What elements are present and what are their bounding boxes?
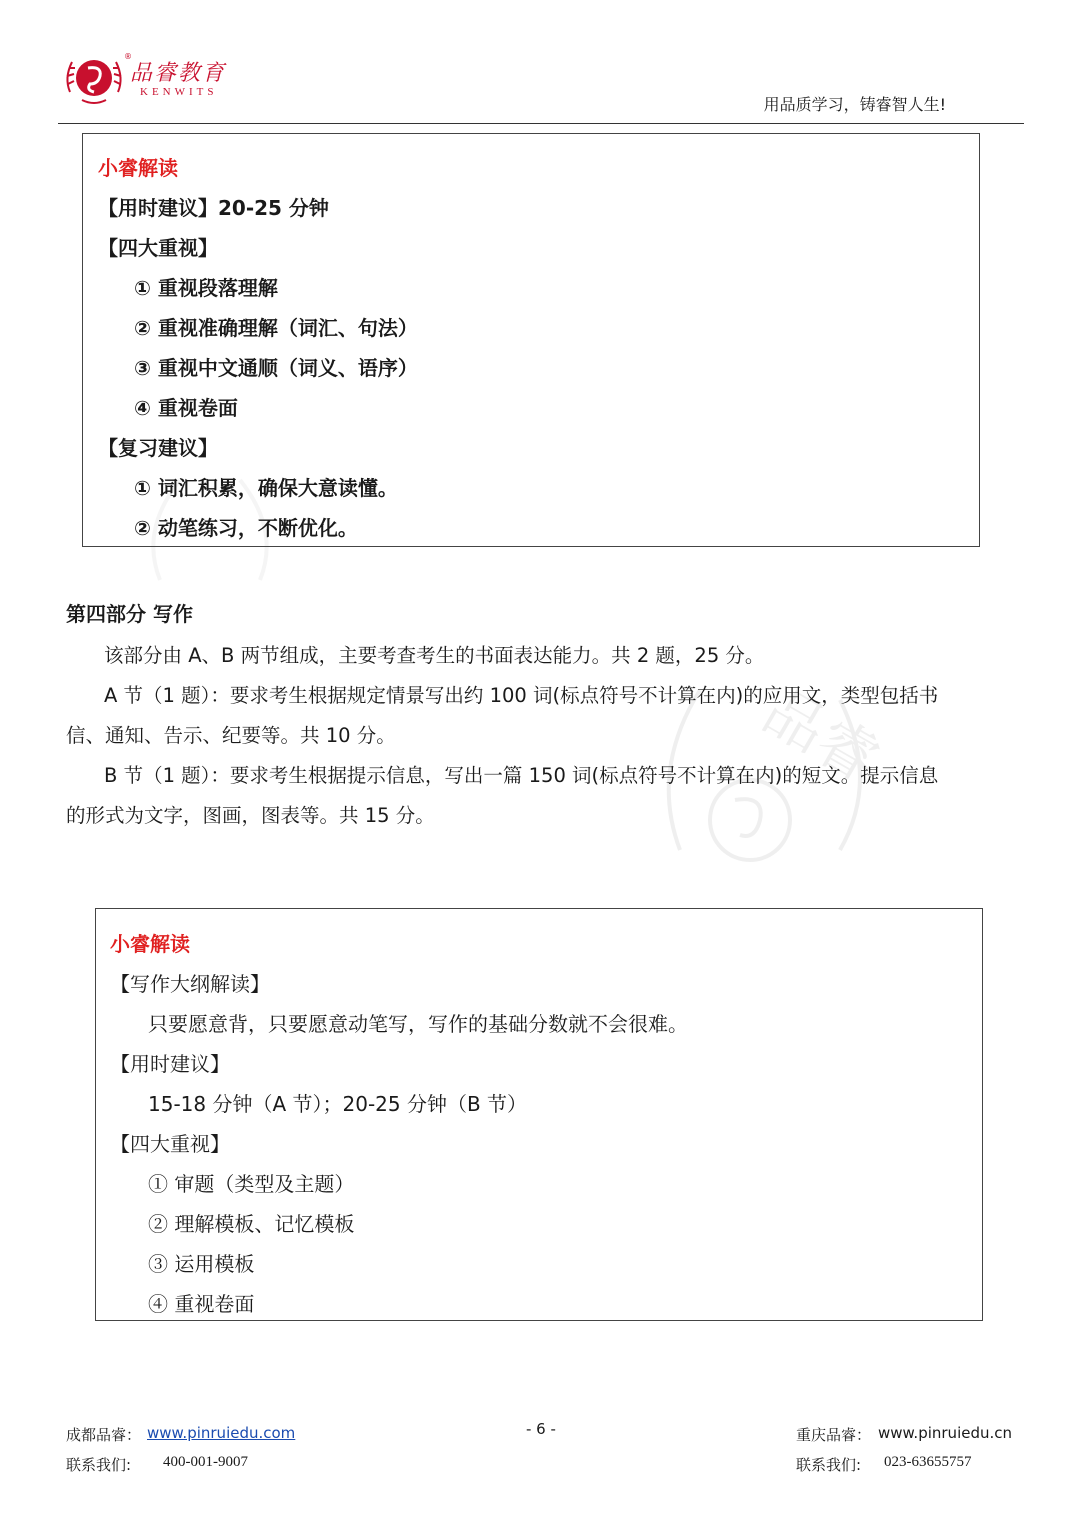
box1-review-item: ② 动笔练习，不断优化。: [134, 516, 358, 540]
box1-review-label: 【复习建议】: [98, 436, 218, 460]
brand-name-en: KENWITS: [140, 86, 218, 98]
footer-contact-label-right: 联系我们:: [796, 1456, 862, 1474]
box1-focus-item: ② 重视准确理解（词汇、句法）: [134, 316, 418, 340]
footer-contact-label: 联系我们:: [66, 1456, 132, 1474]
footer-chengdu-link[interactable]: www.pinruiedu.com: [147, 1424, 296, 1442]
box2-time-text: 15-18 分钟（A 节）；20-25 分钟（B 节）: [148, 1092, 528, 1116]
box1-review-item: ① 词汇积累，确保大意读懂。: [134, 476, 398, 500]
box2-title: 小睿解读: [110, 932, 190, 956]
section-paragraph-a: A 节（1 题）：要求考生根据规定情景写出约 100 词(标点符号不计算在内)的应用文，类型包括书: [104, 684, 939, 707]
box2-focus-label: 【四大重视】: [110, 1132, 230, 1156]
footer-chongqing-label: 重庆品睿：: [796, 1426, 872, 1444]
footer-chengdu-label: 成都品睿：: [66, 1426, 142, 1444]
section-title: 第四部分 写作: [66, 602, 193, 626]
header-slogan: 用品质学习，铸睿智人生!: [763, 95, 946, 114]
footer-chengdu-phone: 400-001-9007: [163, 1454, 248, 1470]
box1-focus-item: ① 重视段落理解: [134, 276, 278, 300]
section-paragraph-b: B 节（1 题）：要求考生根据提示信息，写出一篇 150 词(标点符号不计算在内)的短文。提示信息: [104, 764, 939, 787]
box1-focus-label: 【四大重视】: [98, 236, 218, 260]
box1-focus-item: ④ 重视卷面: [134, 396, 238, 420]
box2-outline-text: 只要愿意背，只要愿意动笔写，写作的基础分数就不会很难。: [148, 1012, 688, 1036]
box2-focus-item: ① 审题（类型及主题）: [148, 1172, 355, 1196]
registered-mark: ®: [124, 52, 132, 61]
box2-focus-item: ④ 重视卷面: [148, 1292, 255, 1316]
box2-focus-item: ③ 运用模板: [148, 1252, 255, 1276]
svg-text:品睿: 品睿: [751, 676, 891, 797]
section-paragraph-a-cont: 信、通知、告示、纪要等。共 10 分。: [66, 724, 396, 747]
box1-focus-item: ③ 重视中文通顺（词义、语序）: [134, 356, 418, 380]
footer-chongqing-phone: 023-63655757: [884, 1454, 972, 1470]
footer-chongqing-site: www.pinruiedu.cn: [878, 1424, 1013, 1442]
box1-time-suggestion: 【用时建议】20-25 分钟: [98, 196, 329, 220]
box2-outline-label: 【写作大纲解读】: [110, 972, 270, 996]
header-divider: [58, 123, 1024, 124]
box1-title: 小睿解读: [98, 156, 178, 180]
box2-time-label: 【用时建议】: [110, 1052, 230, 1076]
brand-name-cn: 品睿教育: [130, 61, 227, 86]
page-number: - 6 -: [526, 1420, 556, 1438]
section-paragraph-b-cont: 的形式为文字，图画，图表等。共 15 分。: [66, 804, 435, 827]
box2-focus-item: ② 理解模板、记忆模板: [148, 1212, 355, 1236]
section-paragraph: 该部分由 A、B 两节组成，主要考查考生的书面表达能力。共 2 题，25 分。: [104, 644, 765, 667]
